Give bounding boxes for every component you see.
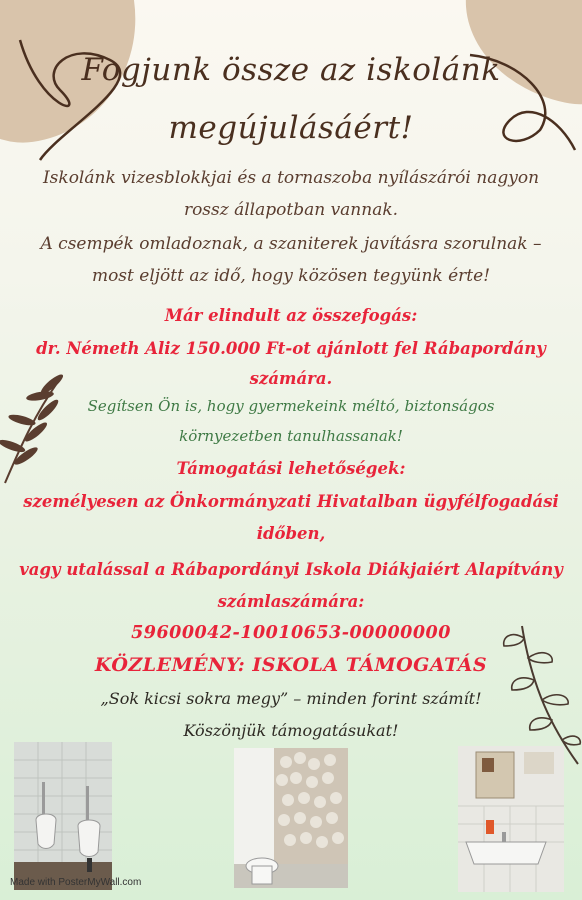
support-line-4: számlaszámára:	[217, 592, 365, 611]
urinals-photo-illustration	[14, 742, 112, 890]
account-number: 59600042-10010653-00000000	[131, 623, 451, 643]
urinals-photo	[14, 742, 112, 890]
sink-photo-illustration	[458, 746, 564, 892]
thanks-text: Köszönjük támogatásukat!	[183, 721, 399, 740]
help-line-1: Segítsen Ön is, hogy gyermekeink méltó, biztonságos	[87, 397, 495, 415]
donation-line-2: számára.	[249, 369, 333, 388]
support-line-3: vagy utalással a Rábapordányi Iskola Diákjaiért Alapítvány	[19, 560, 563, 579]
poster-title-line2: megújulásáért!	[168, 110, 414, 146]
memo-text: KÖZLEMÉNY: ISKOLA TÁMOGATÁS	[94, 654, 488, 676]
watermark-text: Made with PosterMyWall.com	[10, 877, 142, 888]
started-heading: Már elindult az összefogás:	[164, 306, 418, 325]
intro-line-3: A csempék omladoznak, a szaniterek javításra szorulnak –	[40, 234, 542, 254]
toilet-photo-illustration	[234, 748, 348, 888]
support-line-2: időben,	[256, 524, 326, 543]
toilet-photo	[234, 748, 348, 888]
support-line-1: személyesen az Önkormányzati Hivatalban ügyfélfogadási	[23, 492, 559, 511]
intro-line-2: rossz állapotban vannak.	[183, 200, 399, 220]
support-heading: Támogatási lehetőségek:	[176, 459, 406, 478]
intro-line-1: Iskolánk vizesblokkjai és a tornaszoba nyílászárói nagyon	[42, 168, 540, 188]
saying-text: „Sok kicsi sokra megy” – minden forint számít!	[100, 689, 482, 708]
poster-title-line1: Fogjunk össze az iskolánk	[81, 52, 501, 88]
sink-photo	[458, 746, 564, 892]
swirl-decoration-icon	[0, 0, 582, 180]
intro-line-4: most eljött az idő, hogy közösen tegyünk érte!	[91, 266, 491, 286]
leaf-branch-left-icon	[0, 368, 80, 488]
donation-line-1: dr. Németh Aliz 150.000 Ft-ot ajánlott fel Rábapordány	[36, 339, 546, 358]
help-line-2: környezetben tanulhassanak!	[179, 427, 403, 445]
